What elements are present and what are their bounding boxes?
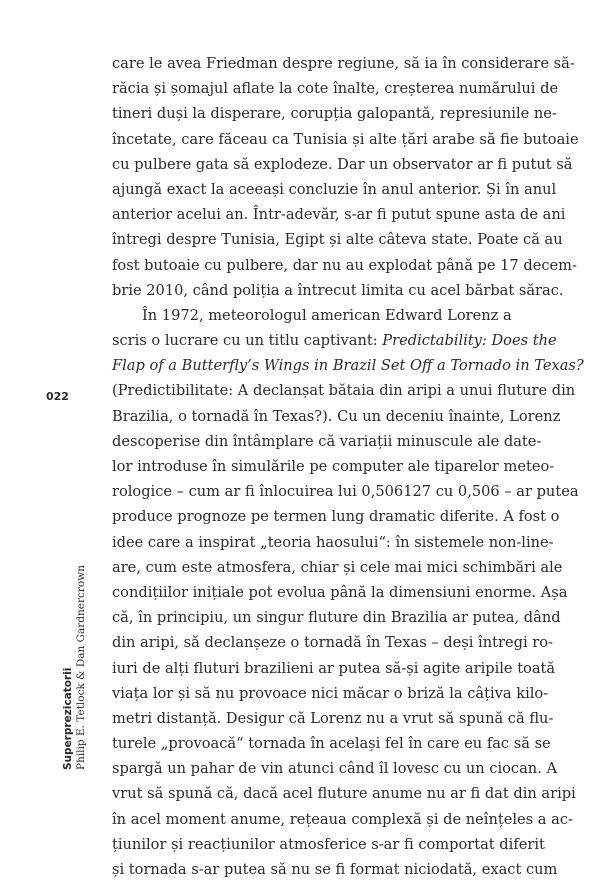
text-line: și tornada s-ar putea să nu se fi format niciodată, exact cum (112, 861, 558, 878)
body-text (112, 51, 584, 882)
text-line: are, cum este atmosfera, chiar și cele mai mici schimbări ale (112, 558, 563, 576)
book-title: Superprezicatorii (62, 667, 74, 770)
text-line: idee care a inspirat „teoria haosului“: în sistemele non-line- (112, 533, 554, 551)
text-line: tineri duși la disperare, corupția galopantă, represiunile ne- (112, 105, 557, 123)
text-line: vrut să spună că, dacă acel fluture anume nu ar fi dat din aripi (112, 785, 576, 803)
text-line: țiunilor și reacțiunilor atmosferice s-ar fi comportat diferit (112, 835, 545, 853)
text-line: care le avea Friedman despre regiune, să ia în considerare să- (112, 55, 575, 72)
text-line: răcia și șomajul aflate la cote înalte, creșterea numărului de (112, 80, 559, 98)
text-line: fost butoaie cu pulbere, dar nu au explodat până pe 17 decem- (112, 256, 577, 274)
text-line: condițiilor inițiale pot evolua până la dimensiuni enorme. Așa (112, 583, 568, 601)
text-line: din aripi, să declanșeze o tornadă în Texas – deși întregi ro- (112, 634, 553, 652)
text-line: produce prognoze pe termen lung dramatic diferite. A fost o (112, 508, 560, 526)
book-authors: Philip E. Tetlock & Dan Gardnercrown (75, 564, 87, 770)
page-number: 022 (46, 390, 69, 403)
text-line: lor introduse în simulările pe computer ale tiparelor meteo- (112, 458, 555, 475)
text-line: iuri de alți fluturi brazilieni ar putea să-și agite aripile toată (112, 659, 556, 677)
text-line: ajungă exact la aceeași concluzie în anul anterior. Și în anul (112, 180, 557, 198)
text-segment: scris o lucrare cu un titlu captivant: (112, 332, 383, 350)
text-line: că, în principiu, un singur fluture din Brazilia ar putea, dând (112, 609, 561, 627)
text-line: spargă un pahar de vin atunci când îl lovesc cu un ciocan. A (112, 760, 558, 778)
italic-title-line: Flap of a Butterfly’s Wings in Brazil Set Off a Tornado in Texas? (112, 357, 584, 375)
paragraph-start-line: În 1972, meteorologul american Edward Lorenz a (142, 306, 512, 324)
text-line: cu pulbere gata să explodeze. Dar un observator ar fi putut să (112, 155, 573, 173)
text-line: turele „provoacă“ tornada în același fel în care eu fac să se (112, 735, 551, 753)
running-head (62, 565, 88, 770)
italic-title-segment: Predictability: Does the (382, 332, 557, 350)
text-line: în acel moment anume, rețeaua complexă și de neînțeles a ac- (112, 810, 573, 828)
text-line: întregi despre Tunisia, Egipt și alte câteva state. Poate că au (112, 231, 563, 249)
text-line: viața lor și să nu provoace nici măcar o briză la câțiva kilo- (112, 684, 549, 702)
text-line: (Predictibilitate: A declanșat bătaia din aripi a unui fluture din (112, 382, 576, 400)
text-line: descoperise din întâmplare că variații minuscule ale date- (112, 432, 542, 450)
text-line: rologice – cum ar fi înlocuirea lui 0,506127 cu 0,506 – ar putea (112, 483, 579, 501)
text-line: metri distanță. Desigur că Lorenz nu a vrut să spună că flu- (112, 709, 554, 727)
text-line (112, 328, 557, 353)
paragraph-end-line: brie 2010, când poliția a întrecut limita cu acel bărbat sărac. (112, 281, 564, 299)
text-line: încetate, care făceau ca Tunisia și alte țări arabe să fie butoaie (112, 130, 579, 148)
text-line: anterior acelui an. Într-adevăr, s-ar fi putut spune asta de ani (112, 206, 566, 224)
text-line: Brazilia, o tornadă în Texas?). Cu un deceniu înainte, Lorenz (112, 407, 561, 425)
